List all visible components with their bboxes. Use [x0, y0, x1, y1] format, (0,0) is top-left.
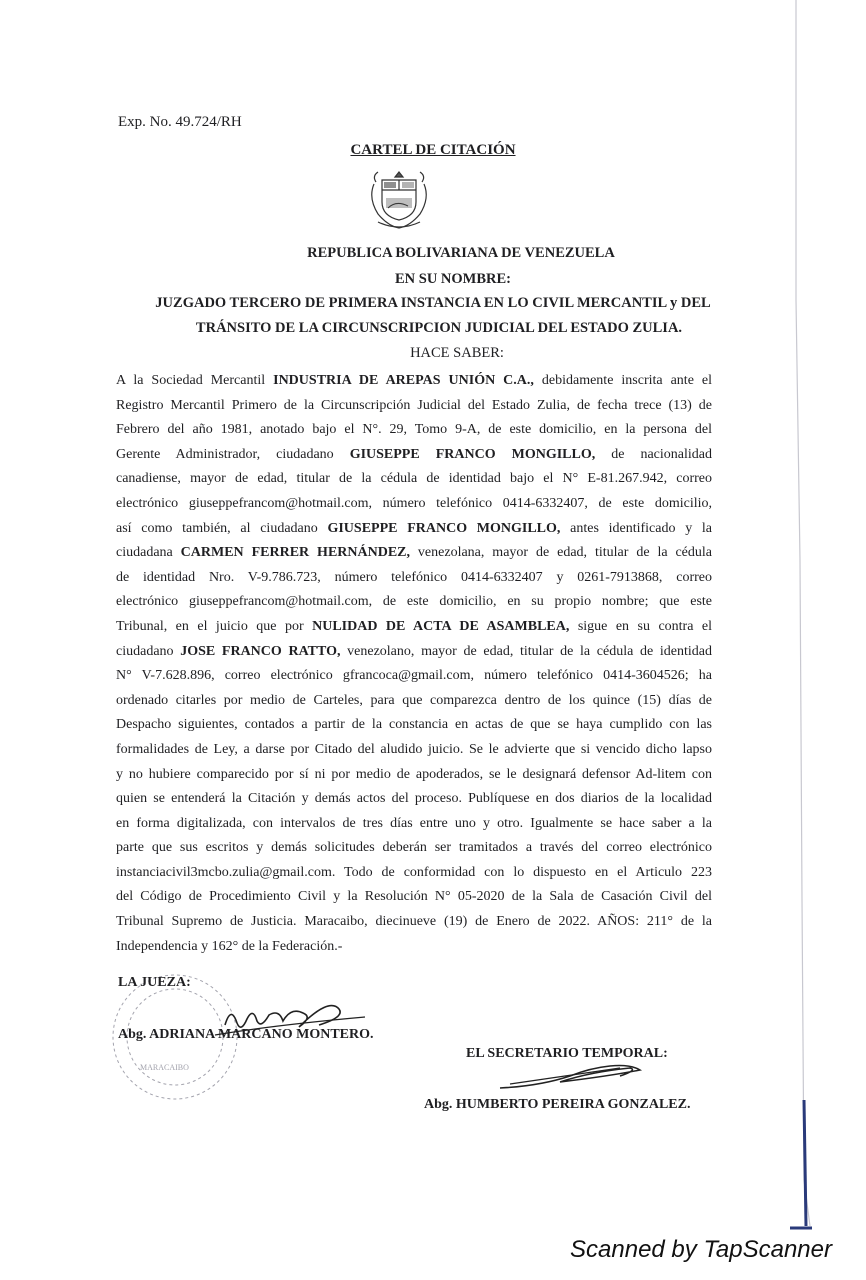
body-segment: parte que sus escritos y demás solicitudes deberán ser tramitados a través del correo electrónico: [116, 840, 712, 856]
bold-name: INDUSTRIA DE AREPAS UNIÓN C.A.,: [273, 373, 534, 388]
jueza-name: Abg. ADRIANA MARCANO MONTERO.: [118, 1027, 374, 1042]
body-segment: Gerente Administrador, ciudadano: [116, 446, 350, 462]
body-line: [116, 861, 712, 886]
scanner-watermark: Scanned by TapScanner: [570, 1236, 832, 1263]
body-line: [116, 664, 712, 689]
body-segment: debidamente inscrita ante el: [533, 373, 712, 388]
body-line: [116, 492, 712, 517]
body-segment: A la Sociedad Mercantil: [116, 373, 274, 388]
body-segment: electrónico giuseppefrancom@hotmail.com, número telefónico 0414-6332407, de este domicilio,: [116, 495, 712, 511]
expedient-number: Exp. No. 49.724/RH: [118, 114, 242, 130]
body-segment: de identidad Nro. V-9.786.723, número telefónico 0414-6332407 y 0261-7913868, correo: [116, 569, 712, 585]
header-hace-saber: HACE SABER:: [410, 345, 504, 361]
body-segment: venezolano, mayor de edad, titular de la cédula de identidad: [340, 643, 713, 659]
body-line: [116, 541, 712, 566]
body-line: [116, 836, 712, 861]
header-en-su-nombre: EN SU NOMBRE:: [394, 271, 511, 287]
body-segment: Despacho siguientes, contados a partir de la constancia en actas de que se haya cumplido con las: [116, 717, 712, 733]
bold-name: JOSE FRANCO RATTO,: [180, 643, 341, 659]
body-line: [116, 812, 712, 837]
secretario-label: EL SECRETARIO TEMPORAL:: [466, 1046, 668, 1061]
body-line: [116, 640, 712, 665]
body-segment: formalidades de Ley, a darse por Citado del aludido juicio. Se le advierte que si vencido dicho lapso: [116, 741, 712, 757]
secretario-signature: [490, 1060, 650, 1092]
secretario-name: Abg. HUMBERTO PEREIRA GONZALEZ.: [424, 1097, 691, 1112]
body-line: [116, 713, 712, 738]
body-segment: Tribunal, en el juicio que por: [116, 618, 313, 634]
body-line: [116, 935, 712, 960]
body-segment: Febrero del año 1981, anotado bajo el N°. 29, Tomo 9-A, de este domicilio, en la persona del: [116, 422, 712, 438]
body-line: [116, 689, 712, 714]
body-segment: del Código de Procedimiento Civil y la Resolución N° 05-2020 de la Sala de Casación Civil del: [116, 889, 712, 905]
body-segment: electrónico giuseppefrancom@hotmail.com, de este domicilio, en su propio nombre; que este: [116, 594, 712, 610]
body-line: [116, 885, 712, 910]
body-segment: Tribunal Supremo de Justicia. Maracaibo, diecinueve (19) de Enero de 2022. AÑOS: 211° de la: [116, 914, 712, 930]
body-segment: de nacionalidad: [595, 446, 712, 462]
bold-name: CARMEN FERRER HERNÁNDEZ,: [180, 545, 411, 561]
body-segment: y no hubiere comparecido por sí ni por medio de apoderados, se le designará defensor Ad-litem con: [116, 766, 712, 782]
body-segment: Registro Mercantil Primero de la Circunscripción Judicial del Estado Zulia, de fecha trece (13) de: [116, 397, 712, 413]
body-segment: canadiense, mayor de edad, titular de la cédula de identidad bajo el N° E-81.267.942, correo: [116, 471, 712, 487]
body-line: [116, 467, 712, 492]
body-line: [116, 418, 712, 443]
body-line: [116, 369, 712, 394]
header-juzgado: JUZGADO TERCERO DE PRIMERA INSTANCIA EN LO CIVIL MERCANTIL y DEL: [155, 295, 711, 311]
body-line: [116, 590, 712, 615]
body-line: [116, 517, 712, 542]
body-line: [116, 738, 712, 763]
scan-edge-line: [790, 0, 820, 1240]
body-segment: ciudadana: [116, 545, 181, 561]
body-line: [116, 443, 712, 468]
body-segment: quien se entenderá la Citación y demás actos del proceso. Publíquese en dos diarios de la localidad: [116, 791, 712, 807]
bold-name: GIUSEPPE FRANCO MONGILLO,: [349, 446, 596, 462]
body-segment: instanciacivil3mcbo.zulia@gmail.com. Todo de conformidad con lo dispuesto en el Articulo 223: [116, 864, 712, 880]
bold-name: NULIDAD DE ACTA DE ASAMBLEA,: [312, 618, 570, 634]
body-line: [116, 566, 712, 591]
body-segment: venezolana, mayor de edad, titular de la cédula: [410, 545, 712, 561]
body-line: [116, 910, 712, 935]
body-segment: así como también, al ciudadano: [116, 520, 328, 536]
body-line: [116, 394, 712, 419]
body-line: [116, 763, 712, 788]
jueza-label: LA JUEZA:: [118, 975, 191, 990]
body-line: [116, 615, 712, 640]
document-title: CARTEL DE CITACIÓN: [350, 142, 516, 158]
body-text: [116, 369, 712, 959]
header-republica: REPUBLICA BOLIVARIANA DE VENEZUELA: [307, 245, 615, 261]
body-segment: ordenado citarles por medio de Carteles, para que comparezca dentro de los quince (15) días de: [116, 692, 712, 708]
stamp-text: MARACAIBO: [140, 1063, 189, 1072]
bold-name: GIUSEPPE FRANCO MONGILLO,: [327, 520, 561, 536]
body-segment: Independencia y 162° de la Federación.-: [116, 938, 343, 954]
coat-of-arms-icon: [354, 168, 444, 234]
body-segment: antes identificado y la: [560, 520, 713, 536]
body-line: [116, 787, 712, 812]
body-segment: sigue en su contra el: [569, 618, 712, 634]
body-segment: N° V-7.628.896, correo electrónico gfrancoca@gmail.com, número telefónico 0414-3604526; ha: [116, 668, 712, 684]
body-segment: ciudadano: [116, 643, 181, 659]
body-segment: en forma digitalizada, con intervalos de tres días entre uno y otro. Igualmente se hace saber a la: [116, 815, 712, 831]
header-transito: TRÁNSITO DE LA CIRCUNSCRIPCION JUDICIAL DEL ESTADO ZULIA.: [195, 320, 683, 336]
